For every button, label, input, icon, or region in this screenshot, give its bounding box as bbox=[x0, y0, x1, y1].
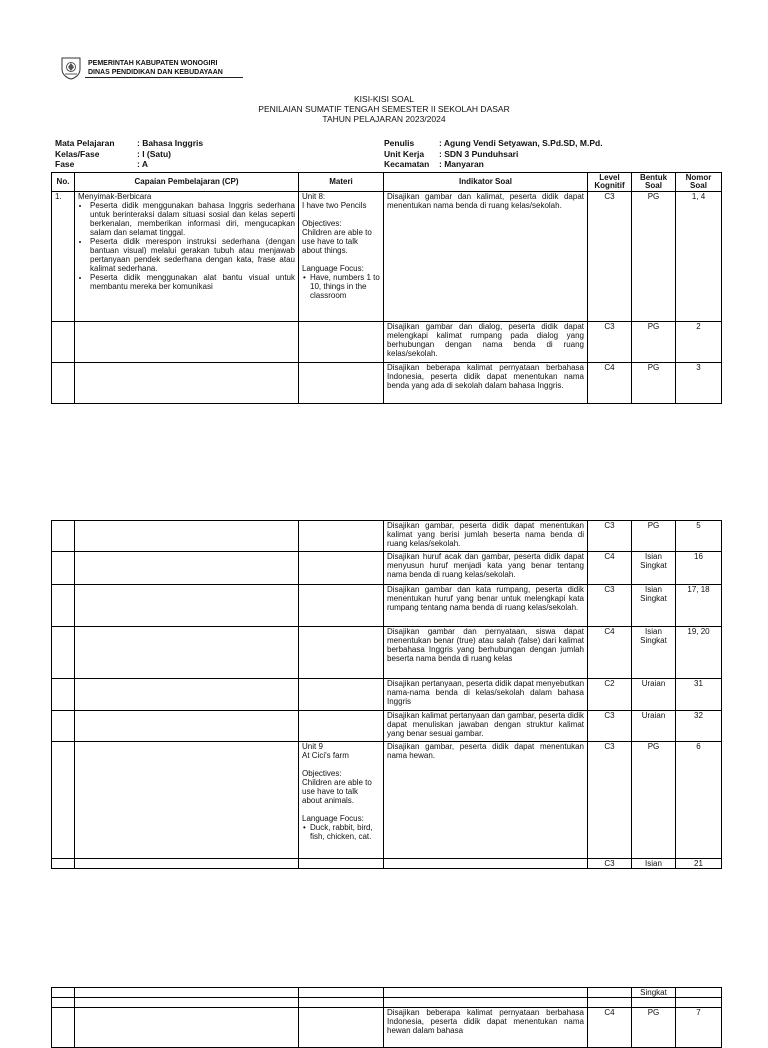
indikator-cell: Disajikan gambar, peserta didik dapat menentukan nama hewan. bbox=[384, 742, 588, 859]
col-header-indikator: Indikator Soal bbox=[384, 173, 588, 192]
table-row bbox=[52, 679, 722, 711]
materi-title: I have two Pencils bbox=[302, 201, 367, 210]
nomor-cell: 16 bbox=[676, 552, 722, 585]
level-cell: C4 bbox=[588, 627, 632, 679]
materi-language-focus-label: Language Focus: bbox=[302, 814, 364, 823]
indikator-cell: Disajikan huruf acak dan gambar, peserta didik dapat menyusun huruf menjadi kata yang benar tentang nama benda di ruang kelas/sekolah. bbox=[384, 552, 588, 585]
cp-list bbox=[78, 201, 295, 291]
table-row bbox=[52, 998, 722, 1008]
bentuk-cell: Isian Singkat bbox=[632, 552, 676, 585]
header-divider bbox=[85, 77, 243, 78]
indikator-cell: Disajikan gambar dan dialog, peserta didik dapat melengkapi kalimat rumpang pada dialog yang berhubungan dengan nama benda di ruang kelas/sekolah. bbox=[384, 322, 588, 363]
bentuk-cell: Isian Singkat bbox=[632, 585, 676, 627]
bentuk-cell: PG bbox=[632, 363, 676, 404]
meta-district: Kecamatan : Manyaran bbox=[384, 159, 484, 169]
materi-objectives-label: Objectives: bbox=[302, 769, 342, 778]
nomor-cell: 2 bbox=[676, 322, 722, 363]
indikator-cell: Disajikan gambar dan kata rumpang, peserta didik menentukan huruf yang benar untuk melengkapi kata rumpang tentang nama benda di ruang kelas/sekolah. bbox=[384, 585, 588, 627]
bentuk-cell: Uraian bbox=[632, 679, 676, 711]
col-header-bentuk: Bentuk Soal bbox=[632, 173, 676, 192]
col-header-level: Level Kognitif bbox=[588, 173, 632, 192]
nomor-cell: 3 bbox=[676, 363, 722, 404]
meta-left bbox=[55, 138, 203, 170]
bentuk-cell: PG bbox=[632, 521, 676, 552]
table-row bbox=[52, 711, 722, 742]
cp-point: • Peserta didik menggunakan alat bantu visual untuk membantu mereka ber komunikasi bbox=[90, 273, 295, 291]
bentuk-cell: Isian Singkat bbox=[632, 627, 676, 679]
level-cell: C4 bbox=[588, 363, 632, 404]
materi-objectives: Children are able to use have to talk about animals. bbox=[302, 778, 372, 805]
level-cell: C3 bbox=[588, 711, 632, 742]
table-row bbox=[52, 627, 722, 679]
col-header-cp: Capaian Pembelajaran (CP) bbox=[75, 173, 299, 192]
level-cell: C3 bbox=[588, 521, 632, 552]
table-header-row bbox=[52, 173, 722, 192]
cp-heading: Menyimak-Berbicara bbox=[78, 192, 152, 201]
table-row bbox=[52, 585, 722, 627]
meta-school: Unit Kerja : SDN 3 Punduhsari bbox=[384, 148, 519, 159]
table-row bbox=[52, 859, 722, 869]
col-header-materi: Materi bbox=[299, 173, 384, 192]
institution-name: PEMERINTAH KABUPATEN WONOGIRI bbox=[88, 60, 218, 67]
kisi-table-page-3 bbox=[51, 987, 722, 1048]
bentuk-cell: PG bbox=[632, 192, 676, 322]
level-cell: C3 bbox=[588, 742, 632, 859]
meta-class: Kelas/Fase : I (Satu) bbox=[55, 148, 171, 159]
materi-cell bbox=[299, 742, 384, 859]
government-logo-icon bbox=[60, 56, 82, 80]
materi-cell bbox=[299, 192, 384, 322]
table-row bbox=[52, 192, 722, 322]
level-cell: C3 bbox=[588, 192, 632, 322]
table-row bbox=[52, 363, 722, 404]
document-title: KISI-KISI SOAL bbox=[354, 94, 414, 104]
nomor-cell: 32 bbox=[676, 711, 722, 742]
level-cell: C4 bbox=[588, 1008, 632, 1048]
nomor-cell: 19, 20 bbox=[676, 627, 722, 679]
bentuk-cell: PG bbox=[632, 742, 676, 859]
table-row bbox=[52, 521, 722, 552]
kisi-table-page-2 bbox=[51, 520, 722, 869]
materi-language-focus-item: • Have, numbers 1 to 10, things in the classroom bbox=[310, 273, 380, 300]
indikator-cell: Disajikan kalimat pertanyaan dan gambar, peserta didik dapat menuliskan jawaban dengan struktur kalimat yang benar sesuai gambar. bbox=[384, 711, 588, 742]
table-row bbox=[52, 742, 722, 859]
cp-point: • Peserta didik menggunakan bahasa Inggris sederhana untuk berinteraksi dalam situasi sosial dan kelas seperti berkenalan, memberikan informasi diri, mengucapkan salam dan selamat tinggal. bbox=[90, 201, 295, 237]
materi-objectives-label: Objectives: bbox=[302, 219, 342, 228]
meta-right bbox=[384, 138, 603, 170]
indikator-cell: Disajikan gambar dan kalimat, peserta didik dapat menentukan nama benda di ruang kelas/sekolah. bbox=[384, 192, 588, 322]
table-row bbox=[52, 552, 722, 585]
nomor-cell: 31 bbox=[676, 679, 722, 711]
level-cell: C3 bbox=[588, 585, 632, 627]
cp-cell bbox=[75, 192, 299, 322]
table-row bbox=[52, 322, 722, 363]
academic-year: TAHUN PELAJARAN 2023/2024 bbox=[322, 114, 446, 124]
materi-unit: Unit 9 bbox=[302, 742, 323, 751]
document-subtitle: PENILAIAN SUMATIF TENGAH SEMESTER II SEKOLAH DASAR bbox=[258, 104, 510, 114]
materi-unit: Unit 8: bbox=[302, 192, 326, 201]
indikator-cell: Disajikan gambar, peserta didik dapat menentukan kalimat yang berisi jumlah beserta nama benda di ruang kelas/sekolah. bbox=[384, 521, 588, 552]
bentuk-cell: Uraian bbox=[632, 711, 676, 742]
level-cell: C2 bbox=[588, 679, 632, 711]
bentuk-cell: PG bbox=[632, 1008, 676, 1048]
row-number: 1. bbox=[52, 192, 75, 322]
level-cell: C4 bbox=[588, 552, 632, 585]
indikator-cell: Disajikan pertanyaan, peserta didik dapat menyebutkan nama-nama benda di kelas/sekolah dalam bahasa Inggris bbox=[384, 679, 588, 711]
col-header-nomor: Nomor Soal bbox=[676, 173, 722, 192]
table-row bbox=[52, 988, 722, 998]
bentuk-cell: Singkat bbox=[632, 988, 676, 998]
indikator-cell: Disajikan beberapa kalimat pernyataan berbahasa Indonesia, peserta didik dapat menentukan nama benda yang ada di sekolah dalam bahasa Inggris. bbox=[384, 363, 588, 404]
nomor-cell: 21 bbox=[676, 859, 722, 869]
materi-title: At Cici's farm bbox=[302, 751, 349, 760]
nomor-cell: 6 bbox=[676, 742, 722, 859]
kisi-table-page-1 bbox=[51, 172, 722, 404]
nomor-cell: 1, 4 bbox=[676, 192, 722, 322]
cp-point: • Peserta didik merespon instruksi sederhana (dengan bantuan visual) melalui gerakan tubuh atau menjawab pertanyaan pendek sederhana dengan kata, frase atau kalimat sederhana. bbox=[90, 237, 295, 273]
indikator-cell: Disajikan gambar dan pernyataan, siswa dapat menentukan benar (true) atau salah (false) dari kalimat berbahasa Inggris yang berhubungan dengan jumlah beserta nama benda di ruang kelas bbox=[384, 627, 588, 679]
materi-objectives: Children are able to use have to talk about things. bbox=[302, 228, 372, 255]
materi-language-focus-label: Language Focus: bbox=[302, 264, 364, 273]
meta-subject: Mata Pelajaran : Bahasa Inggris bbox=[55, 138, 204, 148]
nomor-cell: 7 bbox=[676, 1008, 722, 1048]
institution-department: DINAS PENDIDIKAN DAN KEBUDAYAAN bbox=[88, 69, 223, 76]
bentuk-cell: PG bbox=[632, 322, 676, 363]
nomor-cell: 5 bbox=[676, 521, 722, 552]
level-cell: C3 bbox=[588, 322, 632, 363]
col-header-no: No. bbox=[52, 173, 75, 192]
meta-author: Penulis : Agung Vendi Setyawan, S.Pd.SD, M.Pd. bbox=[384, 138, 603, 148]
materi-language-focus-item: • Duck, rabbit, bird, fish, chicken, cat. bbox=[310, 823, 380, 841]
table-row bbox=[52, 1008, 722, 1048]
nomor-cell: 17, 18 bbox=[676, 585, 722, 627]
indikator-cell: Disajikan beberapa kalimat pernyataan berbahasa Indonesia, peserta didik dapat menentukan nama hewan dalam bahasa bbox=[384, 1008, 588, 1048]
meta-phase: Fase : A bbox=[55, 159, 149, 169]
bentuk-cell: Isian bbox=[632, 859, 676, 869]
level-cell: C3 bbox=[588, 859, 632, 869]
